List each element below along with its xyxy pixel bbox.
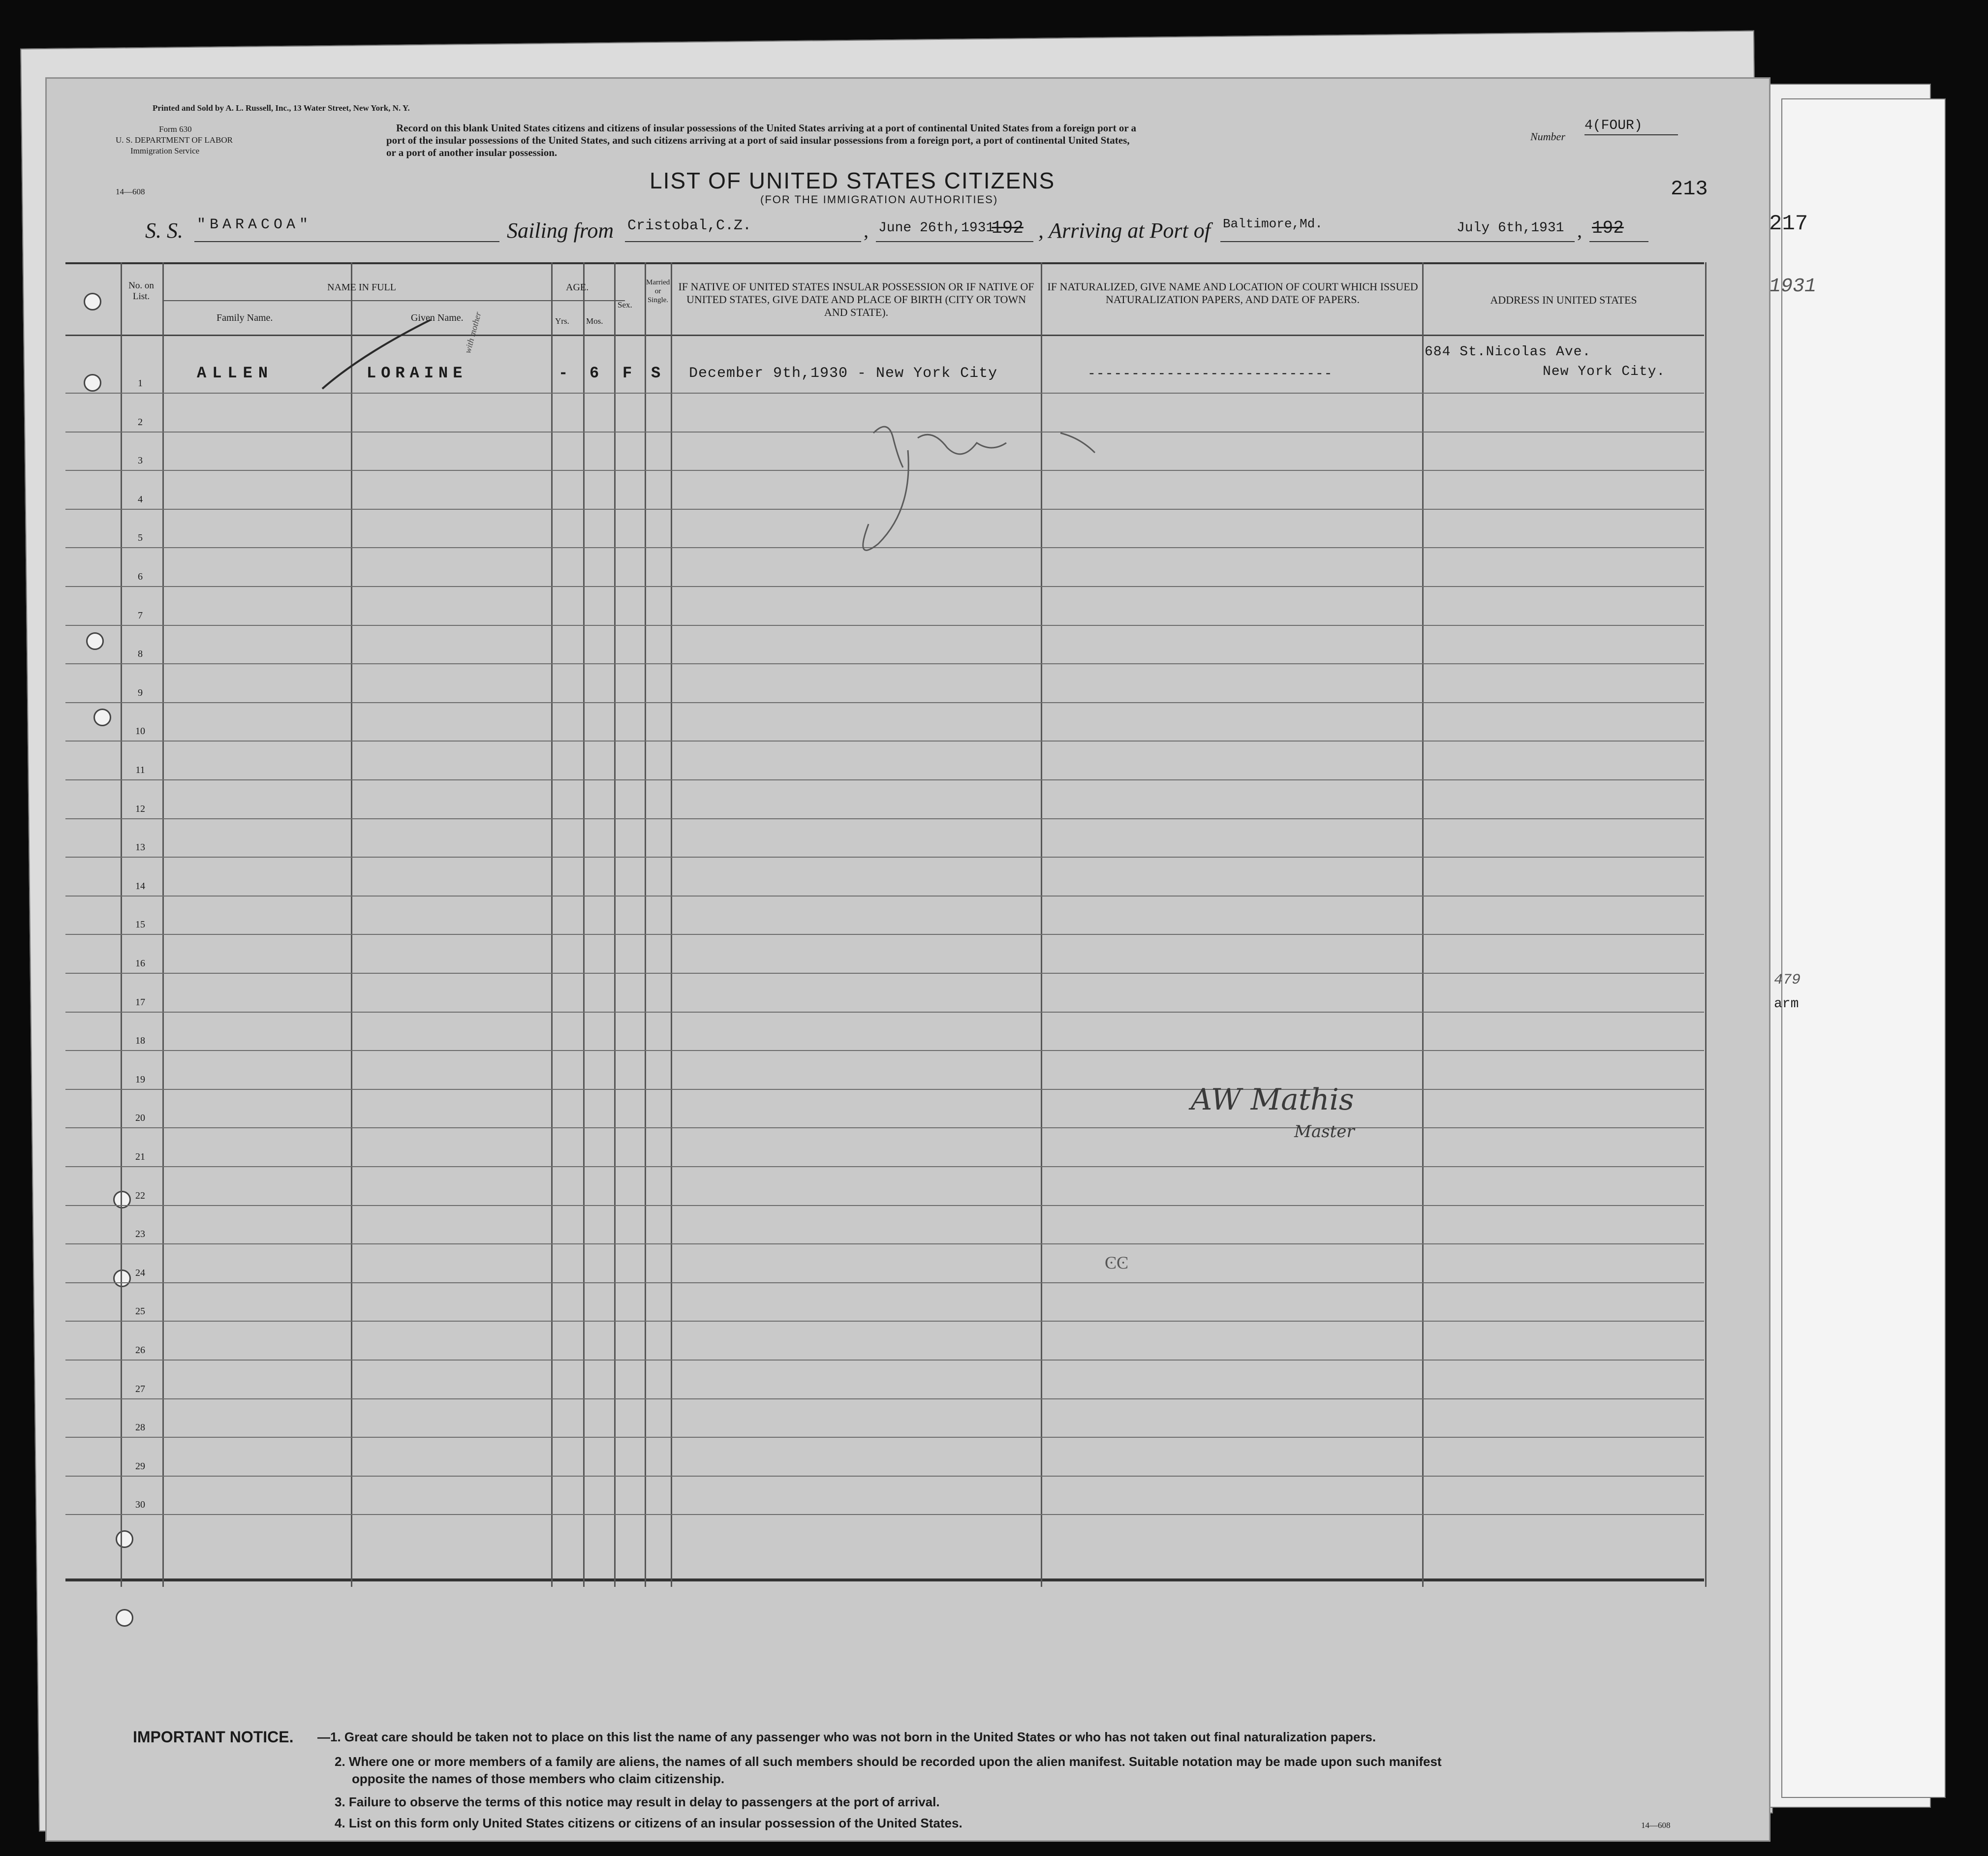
form-number: Form 630: [159, 124, 192, 134]
service: Immigration Service: [130, 146, 200, 155]
handwritten-stroke: [317, 310, 440, 399]
arrival-underline: [1220, 241, 1575, 242]
instruction-line-3: or a port of another insular possession.: [386, 147, 558, 158]
arrival-port: Baltimore,Md.: [1223, 217, 1323, 231]
col-header-address: ADDRESS IN UNITED STATES: [1490, 294, 1637, 306]
row-number: 20: [135, 1113, 145, 1123]
name-subheader-line: [162, 300, 590, 301]
date-underline: [876, 241, 1033, 242]
sail-date: June 26th,1931: [878, 220, 994, 236]
notice-item-2-cont: opposite the names of those members who claim citizenship.: [352, 1771, 725, 1786]
col-header-married: Married or Single.: [646, 278, 670, 304]
ship-name: "BARACOA": [197, 217, 312, 233]
form-code: 14—608: [116, 187, 145, 196]
notice-item-2: 2. Where one or more members of a family are aliens, the names of all such members should be recorded upon the alien manifest. Suitable notation may be made upon such manifest: [335, 1754, 1442, 1769]
arrival-date: July 6th,1931: [1457, 220, 1564, 236]
entry-married: S: [651, 364, 661, 382]
row-line: [65, 857, 1704, 858]
comma: ,: [1577, 219, 1582, 242]
row-number: 11: [135, 765, 145, 775]
entry-given-name: LORAINE: [367, 364, 467, 382]
row-number: 25: [135, 1306, 145, 1317]
year-underline: [1589, 241, 1648, 242]
col-line: [1422, 262, 1424, 1587]
row-line: [65, 1514, 1704, 1515]
row-number: 4: [138, 494, 143, 505]
page-title: LIST OF UNITED STATES CITIZENS: [650, 168, 1056, 193]
row-line: [65, 1127, 1704, 1128]
entry-address-line1: 684 St.Nicolas Ave.: [1425, 344, 1591, 360]
col-header-no: No. on List.: [128, 280, 154, 302]
col-header-yrs: Yrs.: [555, 316, 569, 326]
row-line: [65, 779, 1704, 780]
row-line: [65, 393, 1704, 394]
page-subtitle: (FOR THE IMMIGRATION AUTHORITIES): [760, 193, 998, 206]
row-number: 13: [135, 842, 145, 853]
col-header-sex: Sex.: [618, 300, 632, 309]
row-number: 28: [135, 1422, 145, 1433]
stray-mark: ϾϾ: [1105, 1253, 1129, 1272]
row-line: [65, 1398, 1704, 1399]
row-number: 10: [135, 726, 145, 737]
row-number: 16: [135, 958, 145, 969]
underlying-page-far-right: [1781, 98, 1946, 1798]
from-underline: [625, 241, 861, 242]
row-line: [65, 1437, 1704, 1438]
col-header-birth: IF NATIVE OF UNITED STATES INSULAR POSSESSION OR IF NATIVE OF UNITED STATES, GIVE DATE AND PLACE OF BIRTH (CITY OR TOWN AND STATE).: [678, 280, 1034, 318]
entry-sex: F: [622, 364, 633, 382]
master-title-handwritten: Master: [1294, 1122, 1355, 1142]
row-line: [65, 1205, 1704, 1206]
col-line: [1705, 262, 1707, 1587]
row-number: 18: [135, 1035, 145, 1046]
col-header-family-name: Family Name.: [217, 312, 273, 323]
col-line: [162, 262, 164, 1587]
row-number: 3: [138, 455, 143, 466]
struck-year-2: 192: [1592, 218, 1624, 238]
row-line: [65, 818, 1704, 819]
entry-naturalized: ----------------------------: [1087, 367, 1333, 382]
row-line: [65, 973, 1704, 974]
row-line: [65, 1089, 1704, 1090]
number-underline: [1584, 134, 1678, 135]
number-value: 4(FOUR): [1584, 118, 1643, 133]
row-number: 22: [135, 1190, 145, 1201]
row-number: 27: [135, 1384, 145, 1394]
row-line: [65, 741, 1704, 742]
row-number: 14: [135, 881, 145, 892]
entry-age-mos: 6: [590, 364, 600, 382]
from-port: Cristobal,C.Z.: [627, 217, 752, 234]
row-line: [65, 1050, 1704, 1051]
punch-hole: [116, 1609, 133, 1627]
notice-heading: IMPORTANT NOTICE.: [133, 1728, 294, 1746]
punch-hole: [116, 1530, 133, 1548]
struck-year-1: 192: [992, 218, 1024, 238]
punch-hole: [84, 293, 101, 310]
row-line: [65, 1166, 1704, 1167]
notice-item-4: 4. List on this form only United States citizens or citizens of an insular possession of the United States.: [335, 1816, 963, 1830]
notice-item-1: —1. Great care should be taken not to place on this list the name of any passenger who was not born in the United States or who has not taken out final naturalization papers.: [317, 1730, 1376, 1744]
page-number: 213: [1671, 177, 1708, 201]
col-line: [645, 262, 646, 1587]
row-number: 26: [135, 1345, 145, 1356]
comma: ,: [864, 219, 869, 242]
col-header-naturalized: IF NATURALIZED, GIVE NAME AND LOCATION OF COURT WHICH ISSUED NATURALIZATION PAPERS, AND DATE OF PAPERS.: [1047, 280, 1418, 306]
row-number: 30: [135, 1499, 145, 1510]
side-note-word: arm: [1774, 996, 1799, 1012]
row-number: 23: [135, 1229, 145, 1239]
row-line: [65, 1476, 1704, 1477]
row-line: [65, 663, 1704, 664]
side-note-year: 1931: [1769, 276, 1817, 298]
instruction-line-2: port of the insular possessions of the United States, and such citizens arriving at a port of said insular possessions from a foreign port, a port of continental United States,: [386, 134, 1130, 146]
col-line: [583, 262, 585, 1587]
ss-label: S. S.: [145, 218, 183, 243]
manifest-sheet: [47, 79, 1769, 1840]
side-note-number: 217: [1769, 212, 1808, 236]
row-number: 2: [138, 417, 143, 428]
handwritten-annotation: [854, 403, 1262, 610]
sailing-label: Sailing from: [507, 218, 614, 243]
punch-hole: [93, 709, 111, 726]
row-number: 12: [135, 804, 145, 814]
master-signature: AW Mathis: [1191, 1083, 1354, 1117]
col-header-mos: Mos.: [586, 316, 603, 326]
row-number: 15: [135, 919, 145, 930]
row-number: 29: [135, 1461, 145, 1472]
row-line: [65, 1243, 1704, 1244]
punch-hole: [84, 374, 101, 392]
punch-hole: [113, 1269, 131, 1287]
row-number: 24: [135, 1268, 145, 1278]
col-line: [614, 262, 616, 1587]
entry-birth: December 9th,1930 - New York City: [689, 365, 998, 382]
row-line: [65, 702, 1704, 703]
entry-address-line2: New York City.: [1543, 364, 1666, 379]
ship-underline: [194, 241, 499, 242]
row-line: [65, 1012, 1704, 1013]
col-line: [121, 262, 122, 1587]
col-header-given-name: Given Name.: [411, 312, 464, 323]
row-line: [65, 1321, 1704, 1322]
footer-code: 14—608: [1641, 1821, 1671, 1830]
row-number: 21: [135, 1151, 145, 1162]
entry-note: with mother: [463, 310, 483, 355]
row-number: 6: [138, 571, 143, 582]
row-line: [65, 896, 1704, 897]
row-number: 5: [138, 532, 143, 543]
row-number: 17: [135, 997, 145, 1008]
department: U. S. DEPARTMENT OF LABOR: [116, 135, 233, 145]
row-number: 7: [138, 610, 143, 621]
header-separator: [65, 335, 1704, 336]
table-top-border: [65, 262, 1704, 264]
table-bottom-border: [65, 1578, 1704, 1581]
col-line: [351, 262, 352, 1587]
side-note-code: 479: [1774, 972, 1801, 989]
col-line: [671, 262, 672, 1587]
arriving-label: , Arriving at Port of: [1038, 218, 1211, 243]
notice-item-3: 3. Failure to observe the terms of this notice may result in delay to passengers at the port of arrival.: [335, 1794, 940, 1809]
row-number: 8: [138, 649, 143, 659]
punch-hole: [86, 632, 104, 650]
printer-line: Printed and Sold by A. L. Russell, Inc., 13 Water Street, New York, N. Y.: [153, 103, 410, 113]
row-line: [65, 1282, 1704, 1283]
row-line: [65, 625, 1704, 626]
row-number: 9: [138, 687, 143, 698]
col-header-name-in-full: NAME IN FULL: [327, 282, 396, 293]
col-line: [551, 262, 553, 1587]
row-line: [65, 934, 1704, 935]
col-header-age: AGE.: [566, 282, 589, 293]
entry-family-name: ALLEN: [197, 364, 274, 382]
instruction-line-1: Record on this blank United States citizens and citizens of insular possessions of the United States arriving at a port of continental United States from a foreign port or a: [396, 122, 1137, 134]
row-line: [65, 1360, 1704, 1361]
row-number: 1: [138, 378, 143, 389]
row-number: 19: [135, 1074, 145, 1085]
number-label: Number: [1530, 130, 1565, 143]
entry-age-yrs: -: [559, 364, 569, 382]
